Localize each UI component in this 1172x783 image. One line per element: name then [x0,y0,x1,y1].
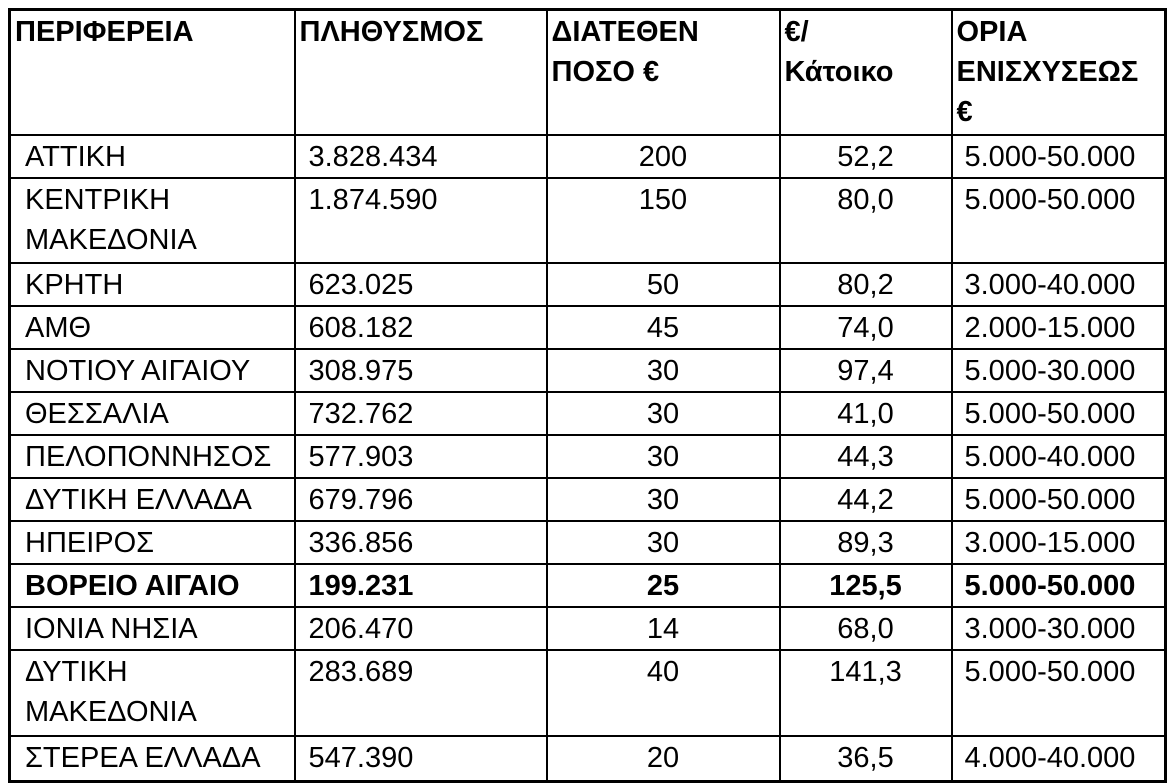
column-header-limits [952,10,1166,135]
cell-percap: 89,3 [780,521,952,564]
table-row [10,736,1166,782]
cell-amount: 20 [547,736,780,782]
cell-limits: 3.000-15.000 [952,521,1166,564]
table-row [10,306,1166,349]
cell-line: ΜΑΚΕΔΟΝΙΑ [25,223,197,256]
cell-amount: 30 [547,435,780,478]
table-body [10,135,1166,782]
cell-population: 3.828.434 [295,135,547,178]
cell-amount: 40 [547,650,780,736]
column-header-region [10,10,295,135]
cell-amount: 45 [547,306,780,349]
table-header [10,10,1166,135]
cell-percap: 141,3 [780,650,952,736]
table-row [10,435,1166,478]
cell-region [10,178,295,263]
cell-line: ΕΝΙΣΧΥΣΕΩΣ [956,56,1139,88]
cell-region: ΘΕΣΣΑΛΙΑ [10,392,295,435]
cell-line: ΠΛΗΘΥΣΜΟΣ [299,16,484,48]
cell-line: € [956,96,973,128]
cell-region: ΔΥΤΙΚΗ ΕΛΛΑΔΑ [10,478,295,521]
cell-amount: 25 [547,564,780,607]
table-row [10,135,1166,178]
cell-region: ΑΜΘ [10,306,295,349]
cell-percap: 44,2 [780,478,952,521]
cell-limits: 3.000-30.000 [952,607,1166,650]
cell-region: ΙΟΝΙΑ ΝΗΣΙΑ [10,607,295,650]
cell-percap: 125,5 [780,564,952,607]
cell-limits: 5.000-50.000 [952,564,1166,607]
document-page [8,8,1164,783]
column-header-percap [780,10,952,135]
cell-percap: 36,5 [780,736,952,782]
cell-percap: 80,2 [780,263,952,306]
cell-limits: 5.000-50.000 [952,478,1166,521]
cell-limits: 5.000-50.000 [952,650,1166,736]
cell-population: 547.390 [295,736,547,782]
cell-limits: 5.000-40.000 [952,435,1166,478]
cell-population: 577.903 [295,435,547,478]
cell-amount: 30 [547,349,780,392]
cell-amount: 50 [547,263,780,306]
table-row [10,263,1166,306]
cell-line: ΟΡΙΑ [956,16,1028,48]
cell-line: ΔΥΤΙΚΗ [25,655,128,688]
cell-region: ΚΡΗΤΗ [10,263,295,306]
cell-line: €/ [784,16,809,48]
cell-population: 732.762 [295,392,547,435]
cell-population: 283.689 [295,650,547,736]
cell-limits: 5.000-50.000 [952,135,1166,178]
cell-amount: 30 [547,521,780,564]
cell-region: ΒΟΡΕΙΟ ΑΙΓΑΙΟ [10,564,295,607]
cell-limits: 2.000-15.000 [952,306,1166,349]
table-row [10,349,1166,392]
cell-limits: 5.000-50.000 [952,392,1166,435]
cell-region [10,650,295,736]
cell-region: ΣΤΕΡΕΑ ΕΛΛΑΔΑ [10,736,295,782]
column-header-population [295,10,547,135]
cell-population: 608.182 [295,306,547,349]
cell-population: 679.796 [295,478,547,521]
table-row [10,521,1166,564]
cell-percap: 68,0 [780,607,952,650]
cell-percap: 80,0 [780,178,952,263]
cell-population: 623.025 [295,263,547,306]
cell-line: ΚΕΝΤΡΙΚΗ [25,183,171,216]
cell-amount: 200 [547,135,780,178]
cell-amount: 150 [547,178,780,263]
cell-limits: 5.000-30.000 [952,349,1166,392]
table-row [10,392,1166,435]
cell-amount: 30 [547,478,780,521]
cell-population: 199.231 [295,564,547,607]
cell-line: ΠΟΣΟ € [551,56,660,88]
cell-limits: 3.000-40.000 [952,263,1166,306]
table-row [10,478,1166,521]
cell-population: 308.975 [295,349,547,392]
table-row [10,607,1166,650]
cell-region: ΝΟΤΙΟΥ ΑΙΓΑΙΟΥ [10,349,295,392]
cell-percap: 97,4 [780,349,952,392]
table-row [10,178,1166,263]
cell-population: 1.874.590 [295,178,547,263]
cell-line: ΠΕΡΙΦΕΡΕΙΑ [15,16,194,48]
cell-amount: 14 [547,607,780,650]
cell-percap: 41,0 [780,392,952,435]
header-row [10,10,1166,135]
table-row [10,564,1166,607]
column-header-amount [547,10,780,135]
table-row [10,650,1166,736]
cell-limits: 5.000-50.000 [952,178,1166,263]
cell-population: 206.470 [295,607,547,650]
cell-amount: 30 [547,392,780,435]
cell-limits: 4.000-40.000 [952,736,1166,782]
cell-population: 336.856 [295,521,547,564]
cell-line: Κάτοικο [784,56,894,88]
regional-aid-allocation-table [8,8,1167,783]
cell-line: ΜΑΚΕΔΟΝΙΑ [25,695,197,728]
cell-region: ΗΠΕΙΡΟΣ [10,521,295,564]
cell-percap: 52,2 [780,135,952,178]
cell-region: ΑΤΤΙΚΗ [10,135,295,178]
cell-percap: 74,0 [780,306,952,349]
cell-region: ΠΕΛΟΠΟΝΝΗΣΟΣ [10,435,295,478]
cell-percap: 44,3 [780,435,952,478]
cell-line: ΔΙΑΤΕΘΕΝ [551,16,699,48]
